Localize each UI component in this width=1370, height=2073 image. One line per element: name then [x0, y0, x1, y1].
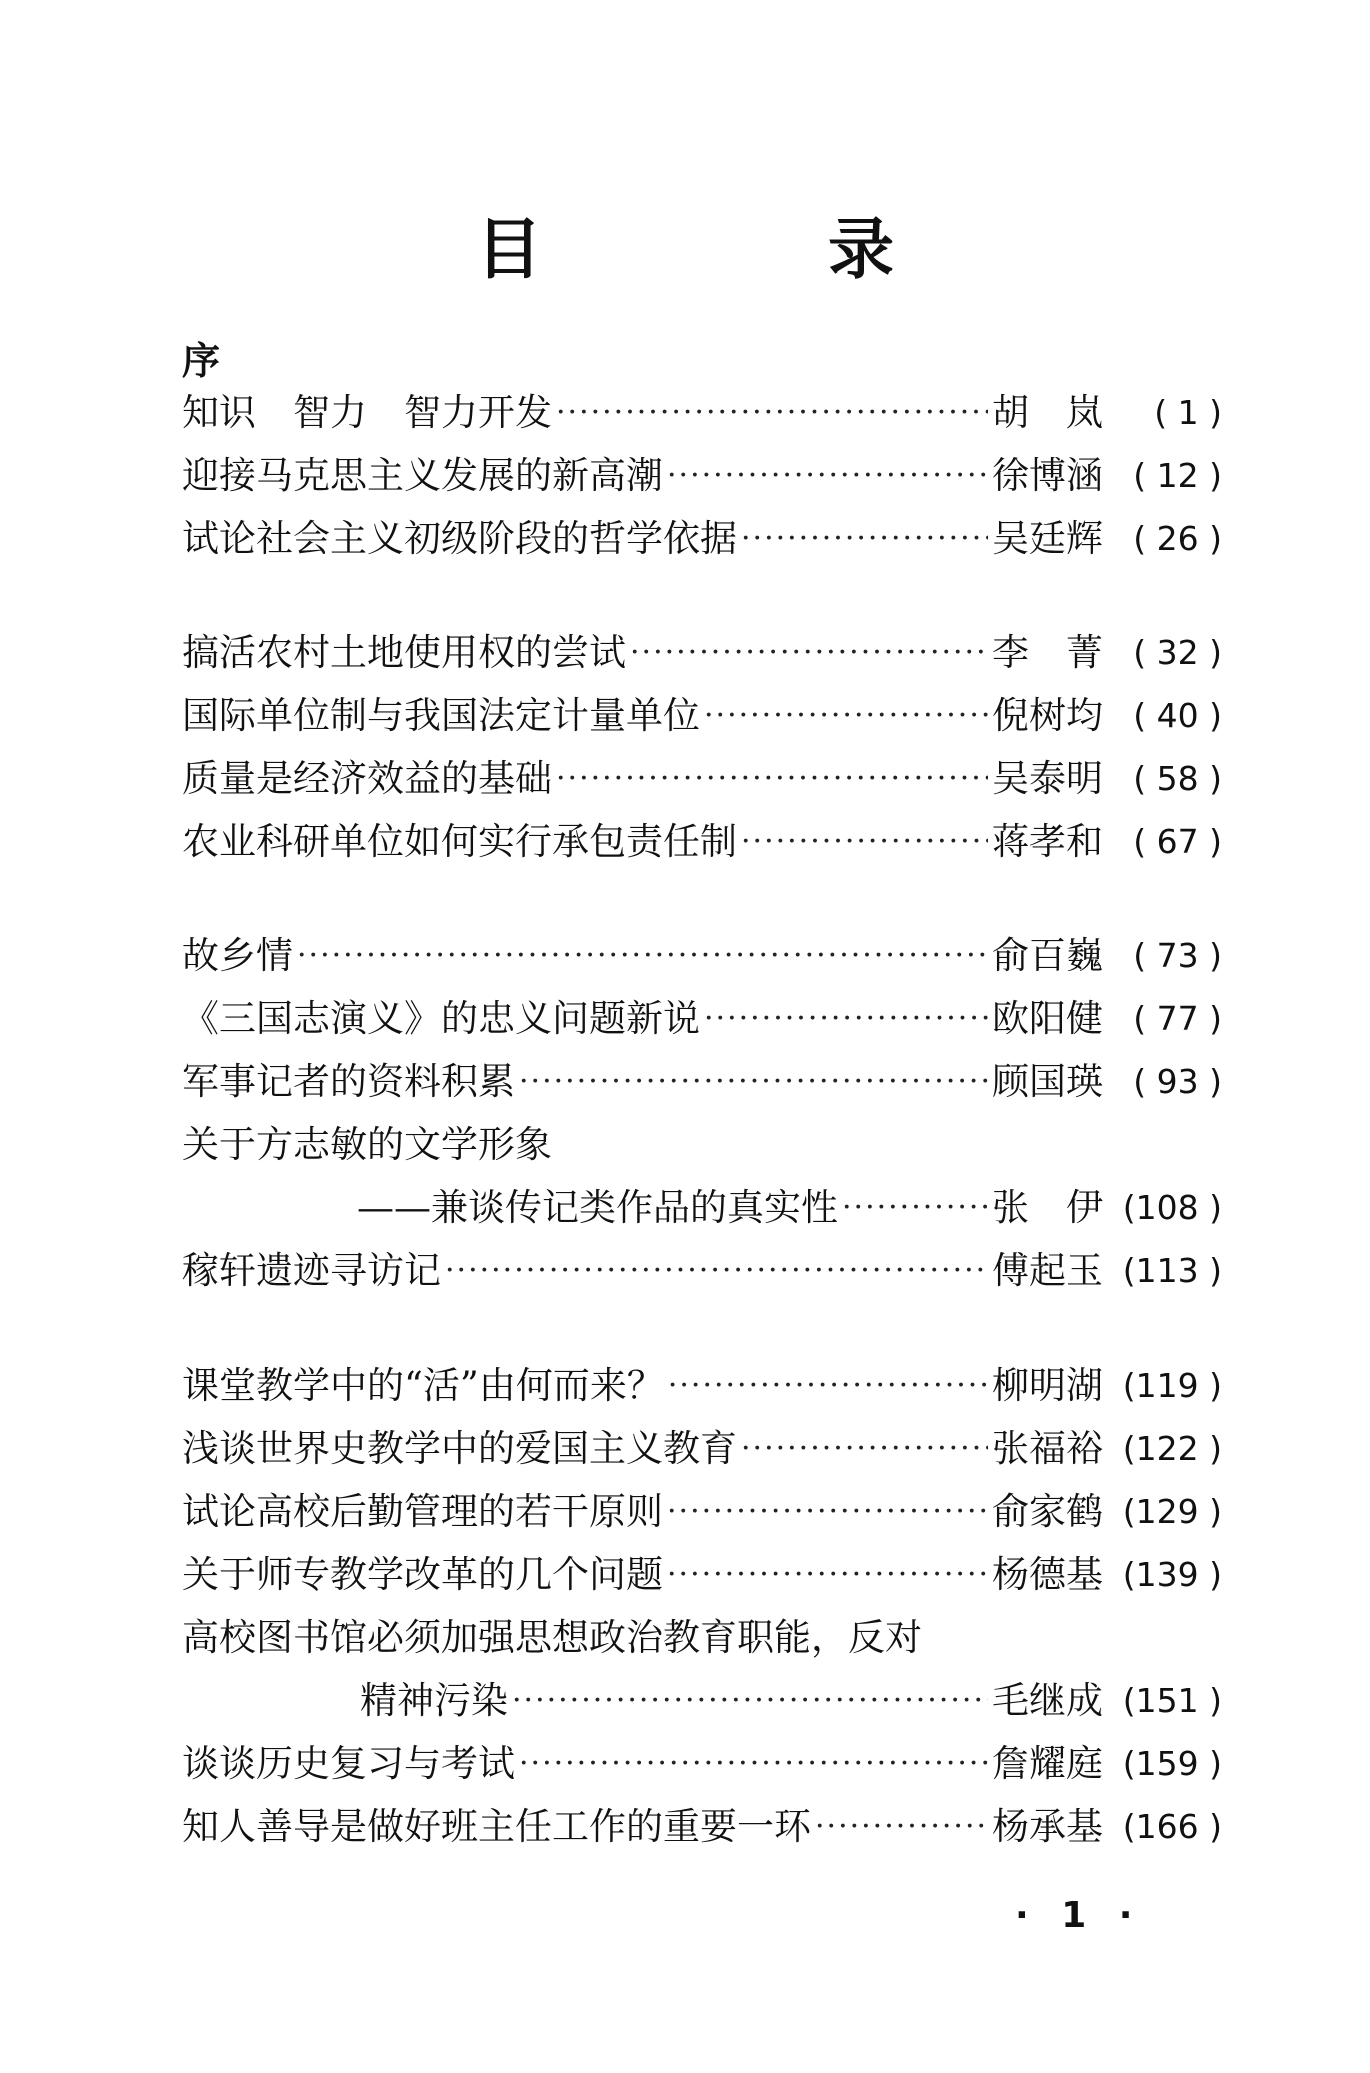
toc-entry-title: 谈谈历史复习与考试: [182, 1742, 515, 1785]
dot-leader: [512, 1673, 988, 1729]
dot-leader: [667, 448, 988, 504]
toc-entry-author: 张福裕: [992, 1427, 1103, 1470]
toc-entry: [182, 1243, 1222, 1299]
toc-entry-title: 课堂教学中的“活”由何而来？: [182, 1364, 664, 1407]
toc-entry: [182, 1799, 1222, 1855]
toc-entry-title: 国际单位制与我国法定计量单位: [182, 694, 700, 737]
toc-entry-title: 浅谈世界史教学中的爱国主义教育: [182, 1427, 737, 1470]
toc-entry-title: 知人善导是做好班主任工作的重要一环: [182, 1805, 811, 1848]
toc-entry: [182, 991, 1222, 1047]
dot-leader: [704, 688, 988, 744]
toc-entry-page: ( 93 ): [1133, 1062, 1222, 1101]
toc-entry-page: (166 ): [1122, 1807, 1222, 1846]
toc-entry-title: 军事记者的资料积累: [182, 1060, 515, 1103]
page-number: · 1 ·: [1015, 1895, 1143, 1936]
toc-entry-title: 高校图书馆必须加强思想政治教育职能，反对: [182, 1616, 922, 1659]
dot-leader: [704, 991, 988, 1047]
toc-entry-author: 毛继成: [992, 1679, 1103, 1722]
toc-entry-page: (159 ): [1122, 1744, 1222, 1783]
toc-entry-title: 质量是经济效益的基础: [182, 757, 552, 800]
toc-entry: [182, 814, 1222, 870]
dot-leader: [741, 814, 988, 870]
toc-entry-author: 杨承基: [992, 1805, 1103, 1848]
dot-leader: [519, 1054, 988, 1110]
preface-heading: 序: [182, 339, 221, 383]
dot-leader: [741, 511, 988, 567]
toc-entry-author: 柳明湖: [992, 1364, 1103, 1407]
toc-entry-author: 俞家鹤: [992, 1490, 1103, 1533]
toc-entry-page: ( 58 ): [1133, 759, 1222, 798]
toc-entry-page: ( 32 ): [1133, 633, 1222, 672]
toc-entry-author: 张 伊: [992, 1186, 1103, 1229]
toc-entry-title: 知识 智力 智力开发: [182, 391, 552, 434]
toc-entry-author: 徐博涵: [992, 454, 1103, 497]
toc-entry-author: 俞百巍: [992, 934, 1103, 977]
toc-entry: [182, 688, 1222, 744]
toc-entry-title: 《三国志演义》的忠义问题新说: [182, 997, 700, 1040]
dot-leader: [741, 1421, 988, 1477]
dot-leader: [668, 1358, 988, 1414]
toc-entry-title: 搞活农村土地使用权的尝试: [182, 631, 626, 674]
toc-entry-author: 蒋孝和: [992, 820, 1103, 863]
toc-entry: [182, 511, 1222, 567]
dot-leader: [556, 751, 988, 807]
dot-leader: [630, 625, 988, 681]
dot-leader: [667, 1484, 988, 1540]
toc-entry-title: 试论社会主义初级阶段的哲学依据: [182, 517, 737, 560]
toc-entry-title: 关于师专教学改革的几个问题: [182, 1553, 663, 1596]
toc-entry: [357, 1180, 1222, 1236]
toc-entry-author: 傅起玉: [992, 1249, 1103, 1292]
toc-entry: [182, 1054, 1222, 1110]
toc-entry-page: ( 73 ): [1133, 936, 1222, 975]
dot-leader: [297, 928, 988, 984]
toc-entry-page: ( 77 ): [1133, 999, 1222, 1038]
toc-entry: [182, 385, 1222, 441]
toc-entry-page: (122 ): [1122, 1429, 1222, 1468]
toc-entry-author: 吴廷辉: [992, 517, 1103, 560]
dot-leader: [519, 1736, 988, 1792]
toc-entry-page: (151 ): [1122, 1681, 1222, 1720]
dot-leader: [815, 1799, 988, 1855]
toc-entry-page: ( 12 ): [1133, 456, 1222, 495]
toc-entry-author: 顾国瑛: [992, 1060, 1103, 1103]
toc-entry-author: 胡 岚: [992, 391, 1103, 434]
toc-entry-title: 迎接马克思主义发展的新高潮: [182, 454, 663, 497]
toc-entry-page: (113 ): [1122, 1251, 1222, 1290]
dot-leader: [842, 1180, 988, 1236]
toc-entry: [182, 625, 1222, 681]
toc-entry-page: (108 ): [1122, 1188, 1222, 1227]
toc-entry: [182, 1736, 1222, 1792]
toc-entry-page: ( 26 ): [1133, 519, 1222, 558]
toc-entry-author: 李 菁: [992, 631, 1103, 674]
toc-entry-author: 欧阳健: [992, 997, 1103, 1040]
toc-entry: [182, 1358, 1222, 1414]
toc-entry: [182, 751, 1222, 807]
toc-entry-page: (139 ): [1122, 1555, 1222, 1594]
toc-entry-page: ( 67 ): [1133, 822, 1222, 861]
toc-entry-page: ( 1 ): [1154, 393, 1222, 432]
toc-entry-page: (119 ): [1122, 1366, 1222, 1405]
toc-entry: [182, 1547, 1222, 1603]
dot-leader: [445, 1243, 988, 1299]
toc-entry: [182, 1421, 1222, 1477]
toc-entry-page: (129 ): [1122, 1492, 1222, 1531]
toc-entry: [182, 1484, 1222, 1540]
dot-leader: [667, 1547, 988, 1603]
toc-entry-author: 杨德基: [992, 1553, 1103, 1596]
toc-entry: [360, 1673, 1222, 1729]
toc-entry-author: 倪树均: [992, 694, 1103, 737]
toc-entry-title: 故乡情: [182, 934, 293, 977]
toc-entry-title: 试论高校后勤管理的若干原则: [182, 1490, 663, 1533]
toc-entry-page: ( 40 ): [1133, 696, 1222, 735]
toc-entry-subtitle: ——兼谈传记类作品的真实性: [357, 1186, 838, 1229]
page-title: 目 录: [476, 211, 1004, 288]
toc-entry-title: 稼轩遗迹寻访记: [182, 1249, 441, 1292]
toc-entry-subtitle: 精神污染: [360, 1679, 508, 1722]
toc-entry: [182, 448, 1222, 504]
toc-entry-title: 关于方志敏的文学形象: [182, 1123, 552, 1166]
toc-entry: [182, 928, 1222, 984]
dot-leader: [556, 385, 988, 441]
toc-entry-author: 吴泰明: [992, 757, 1103, 800]
toc-entry-author: 詹耀庭: [992, 1742, 1103, 1785]
toc-entry-title: 农业科研单位如何实行承包责任制: [182, 820, 737, 863]
